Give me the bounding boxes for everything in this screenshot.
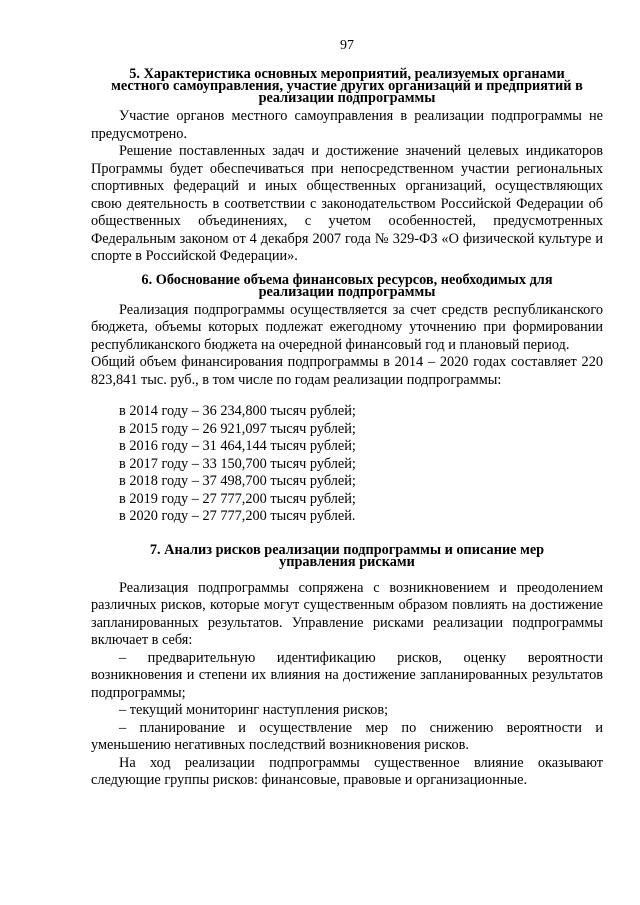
section-5-title-line: реализации подпрограммы xyxy=(258,90,436,106)
section-6-title-line: 6. Обоснование объема финансовых ресурсов, необходимых для xyxy=(141,271,553,288)
section-6-paragraph: Реализация подпрограммы осуществляется за счет средств республиканского бюджета, объемы которых подлежат ежегодному уточнению при формировании республиканского бюджета на очередной финансовый год и плановый период. xyxy=(91,301,603,353)
list-item: в 2017 году – 33 150,700 тысяч рублей; xyxy=(119,455,356,472)
list-item: в 2015 году – 26 921,097 тысяч рублей; xyxy=(119,420,356,437)
section-5-title-line: местного самоуправления, участие других организаций и предприятий в xyxy=(111,78,583,94)
document-page xyxy=(91,38,603,790)
list-item: в 2020 году – 27 777,200 тысяч рублей. xyxy=(119,508,356,524)
section-6-title-line: реализации подпрограммы xyxy=(258,283,436,300)
list-item: в 2016 году – 31 464,144 тысяч рублей; xyxy=(119,438,356,454)
section-5-title xyxy=(91,68,603,104)
section-7-title-line: управления рисками xyxy=(279,553,415,570)
list-item: в 2018 году – 37 498,700 тысяч рублей; xyxy=(119,473,356,489)
section-6-title xyxy=(91,271,603,300)
page-number: 97 xyxy=(340,38,354,53)
section-7-title-line: 7. Анализ рисков реализации подпрограммы и описание мер xyxy=(149,541,545,558)
list-item: в 2019 году – 27 777,200 тысяч рублей; xyxy=(119,490,356,507)
section-7-paragraph: На ход реализации подпрограммы существенное влияние оказывают следующие группы рисков: финансовые, правовые и организационные. xyxy=(91,754,603,788)
section-7-paragraph: Реализация подпрограммы сопряжена с возникновением и преодолением различных рисков, которые могут существенным образом повлиять на достижение запланированных результатов. Управление рисками реализации подпрограммы включает в себя: xyxy=(91,579,603,648)
funding-by-year-list xyxy=(91,403,603,526)
section-5-title-line: 5. Характеристика основных мероприятий, реализуемых органами xyxy=(129,66,565,82)
risk-measure-item: – планирование и осуществление мер по снижению вероятности и уменьшению негативных последствий возникновения рисков. xyxy=(91,719,603,753)
risk-measure-item: – предварительную идентификацию рисков, оценку вероятности возникновения и степени их влияния на достижение запланированных результатов подпрограммы; xyxy=(91,649,603,701)
section-5-paragraph: Решение поставленных задач и достижение значений целевых индикаторов Программы будет обеспечиваться при непосредственном участии региональных спортивных федераций и иных общественных организаций, осуществляющих свою деятельность в соответствии с законодательством Российской Федерации об общественных объединениях, с учетом особенностей, предусмотренных Федеральным законом от 4 декабря 2007 года № 329-ФЗ «О физической культуре и спорте в Российской Федерации». xyxy=(91,143,603,264)
section-7-title xyxy=(91,541,603,570)
section-5-paragraph: Участие органов местного самоуправления в реализации подпрограммы не предусмотрено. xyxy=(91,108,603,142)
list-item: в 2014 году – 36 234,800 тысяч рублей; xyxy=(119,403,356,419)
section-6-total-funding: Общий объем финансирования подпрограммы в 2014 – 2020 годах составляет 220 823,841 тыс. руб., в том числе по годам реализации подпрограммы: xyxy=(91,354,603,388)
risk-measure-item: – текущий мониторинг наступления рисков; xyxy=(119,702,389,718)
